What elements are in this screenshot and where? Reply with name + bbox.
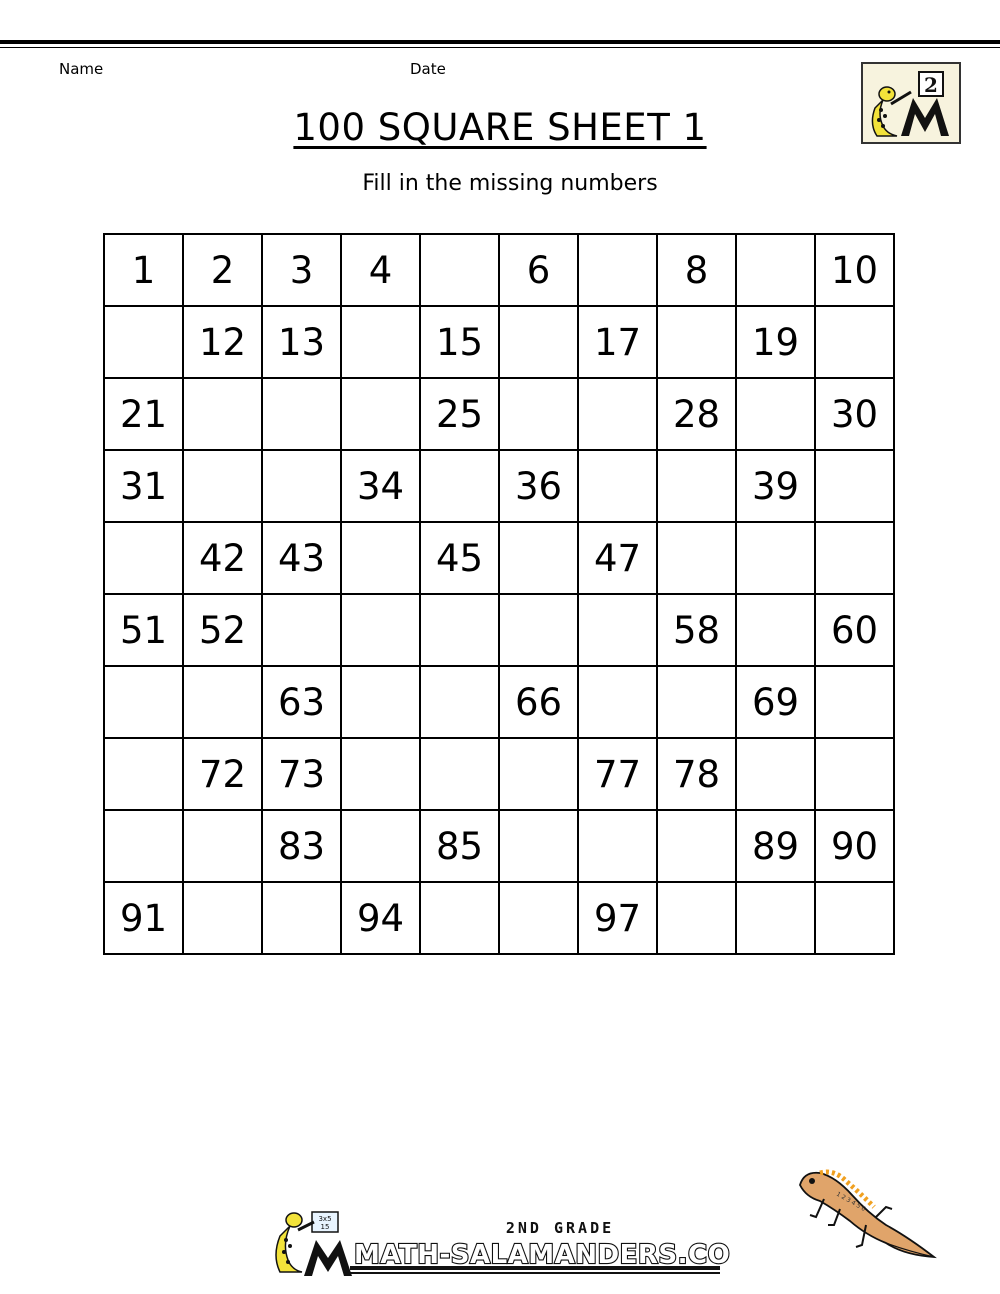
grid-row xyxy=(104,882,894,954)
salamander-icon xyxy=(790,1155,940,1265)
blank-answer-cell[interactable] xyxy=(657,666,736,738)
blank-answer-cell[interactable] xyxy=(657,450,736,522)
blank-answer-cell[interactable] xyxy=(657,306,736,378)
math-salamanders-logo-icon xyxy=(260,1200,730,1280)
board-text-2: 15 xyxy=(320,1223,330,1231)
top-rule-thin xyxy=(0,47,1000,48)
blank-answer-cell[interactable] xyxy=(420,882,499,954)
blank-answer-cell[interactable] xyxy=(578,450,657,522)
number-cell: 1 xyxy=(104,234,183,306)
grid-row xyxy=(104,594,894,666)
grid-row xyxy=(104,306,894,378)
blank-answer-cell[interactable] xyxy=(657,522,736,594)
blank-answer-cell[interactable] xyxy=(341,810,420,882)
blank-answer-cell[interactable] xyxy=(815,450,894,522)
blank-answer-cell[interactable] xyxy=(420,234,499,306)
blank-answer-cell[interactable] xyxy=(736,594,815,666)
number-cell: 30 xyxy=(815,378,894,450)
number-cell: 90 xyxy=(815,810,894,882)
blank-answer-cell[interactable] xyxy=(420,738,499,810)
number-cell: 3 xyxy=(262,234,341,306)
blank-answer-cell[interactable] xyxy=(341,522,420,594)
grid-row xyxy=(104,666,894,738)
blank-answer-cell[interactable] xyxy=(341,306,420,378)
blank-answer-cell[interactable] xyxy=(420,594,499,666)
blank-answer-cell[interactable] xyxy=(499,522,578,594)
number-cell: 8 xyxy=(657,234,736,306)
number-cell: 4 xyxy=(341,234,420,306)
blank-answer-cell[interactable] xyxy=(183,378,262,450)
grade-number: 2 xyxy=(924,73,938,97)
number-cell: 28 xyxy=(657,378,736,450)
blank-answer-cell[interactable] xyxy=(183,810,262,882)
number-cell: 85 xyxy=(420,810,499,882)
blank-answer-cell[interactable] xyxy=(499,594,578,666)
grid-row xyxy=(104,522,894,594)
blank-answer-cell[interactable] xyxy=(736,378,815,450)
blank-answer-cell[interactable] xyxy=(657,882,736,954)
blank-answer-cell[interactable] xyxy=(736,522,815,594)
number-cell: 43 xyxy=(262,522,341,594)
hundred-square-grid xyxy=(103,233,895,955)
number-cell: 94 xyxy=(341,882,420,954)
blank-answer-cell[interactable] xyxy=(420,450,499,522)
date-label: Date xyxy=(410,60,446,78)
number-cell: 31 xyxy=(104,450,183,522)
top-rule-thick xyxy=(0,40,1000,44)
number-cell: 17 xyxy=(578,306,657,378)
number-cell: 6 xyxy=(499,234,578,306)
blank-answer-cell[interactable] xyxy=(815,522,894,594)
blank-answer-cell[interactable] xyxy=(420,666,499,738)
number-cell: 97 xyxy=(578,882,657,954)
blank-answer-cell[interactable] xyxy=(815,738,894,810)
number-cell: 10 xyxy=(815,234,894,306)
svg-text:1 2 3 4 5 6: 1 2 3 4 5 6 xyxy=(835,1190,867,1213)
blank-answer-cell[interactable] xyxy=(736,882,815,954)
instructions: Fill in the missing numbers xyxy=(362,171,658,196)
number-cell: 47 xyxy=(578,522,657,594)
number-cell: 72 xyxy=(183,738,262,810)
blank-answer-cell[interactable] xyxy=(341,666,420,738)
blank-answer-cell[interactable] xyxy=(578,594,657,666)
blank-answer-cell[interactable] xyxy=(104,810,183,882)
blank-answer-cell[interactable] xyxy=(657,810,736,882)
number-cell: 42 xyxy=(183,522,262,594)
number-cell: 19 xyxy=(736,306,815,378)
blank-answer-cell[interactable] xyxy=(578,666,657,738)
blank-answer-cell[interactable] xyxy=(578,234,657,306)
page-title: 100 SQUARE SHEET 1 xyxy=(293,106,707,149)
number-cell: 51 xyxy=(104,594,183,666)
grid-row xyxy=(104,378,894,450)
number-cell: 69 xyxy=(736,666,815,738)
blank-answer-cell[interactable] xyxy=(262,378,341,450)
blank-answer-cell[interactable] xyxy=(499,378,578,450)
blank-answer-cell[interactable] xyxy=(736,738,815,810)
number-cell: 39 xyxy=(736,450,815,522)
number-cell: 77 xyxy=(578,738,657,810)
number-cell: 15 xyxy=(420,306,499,378)
board-text-1: 3x5 xyxy=(318,1215,332,1223)
blank-answer-cell[interactable] xyxy=(262,450,341,522)
blank-answer-cell[interactable] xyxy=(341,378,420,450)
number-cell: 52 xyxy=(183,594,262,666)
blank-answer-cell[interactable] xyxy=(815,666,894,738)
footer-grade: 2ND GRADE xyxy=(505,1219,615,1237)
blank-answer-cell[interactable] xyxy=(104,666,183,738)
blank-answer-cell[interactable] xyxy=(499,738,578,810)
blank-answer-cell[interactable] xyxy=(341,594,420,666)
number-cell: 78 xyxy=(657,738,736,810)
blank-answer-cell[interactable] xyxy=(815,882,894,954)
blank-answer-cell[interactable] xyxy=(578,810,657,882)
blank-answer-cell[interactable] xyxy=(578,378,657,450)
number-cell: 36 xyxy=(499,450,578,522)
number-cell: 63 xyxy=(262,666,341,738)
salamander-mascot xyxy=(790,1155,940,1265)
number-cell: 73 xyxy=(262,738,341,810)
number-cell: 60 xyxy=(815,594,894,666)
grid-row xyxy=(104,738,894,810)
number-cell: 58 xyxy=(657,594,736,666)
blank-answer-cell[interactable] xyxy=(499,810,578,882)
blank-answer-cell[interactable] xyxy=(736,234,815,306)
number-cell: 34 xyxy=(341,450,420,522)
grid-row xyxy=(104,450,894,522)
blank-answer-cell[interactable] xyxy=(499,882,578,954)
number-cell: 45 xyxy=(420,522,499,594)
blank-answer-cell[interactable] xyxy=(262,882,341,954)
blank-answer-cell[interactable] xyxy=(183,666,262,738)
number-cell: 13 xyxy=(262,306,341,378)
number-cell: 89 xyxy=(736,810,815,882)
blank-answer-cell[interactable] xyxy=(499,306,578,378)
number-cell: 91 xyxy=(104,882,183,954)
blank-answer-cell[interactable] xyxy=(104,738,183,810)
footer-site: MATH-SALAMANDERS.COM xyxy=(354,1240,730,1270)
number-cell: 25 xyxy=(420,378,499,450)
grid-row xyxy=(104,234,894,306)
number-cell: 12 xyxy=(183,306,262,378)
grid-row xyxy=(104,810,894,882)
number-cell: 66 xyxy=(499,666,578,738)
number-cell: 83 xyxy=(262,810,341,882)
blank-answer-cell[interactable] xyxy=(341,738,420,810)
number-cell: 21 xyxy=(104,378,183,450)
footer-logo xyxy=(260,1200,730,1280)
blank-answer-cell[interactable] xyxy=(183,882,262,954)
blank-answer-cell[interactable] xyxy=(104,522,183,594)
number-cell: 2 xyxy=(183,234,262,306)
blank-answer-cell[interactable] xyxy=(262,594,341,666)
blank-answer-cell[interactable] xyxy=(183,450,262,522)
blank-answer-cell[interactable] xyxy=(815,306,894,378)
blank-answer-cell[interactable] xyxy=(104,306,183,378)
name-label: Name xyxy=(59,60,104,78)
